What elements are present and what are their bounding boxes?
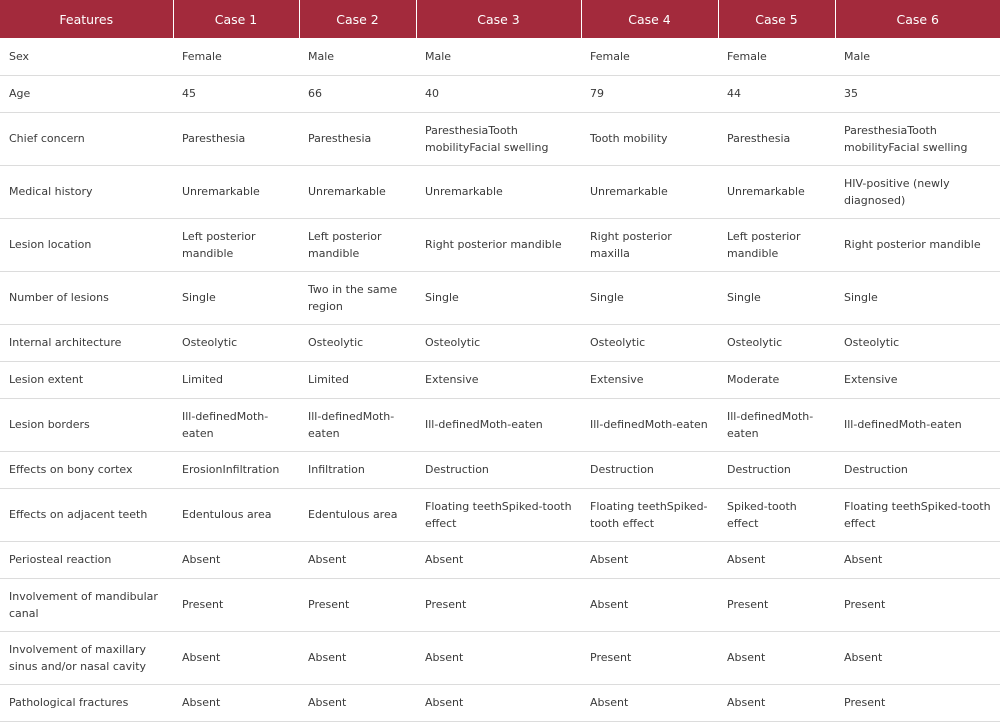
case-1-cell: Female: [173, 38, 299, 75]
case-4-cell: Absent: [581, 684, 718, 721]
case-6-cell: Right posterior mandible: [835, 218, 1000, 271]
header-case-1: Case 1: [173, 0, 299, 38]
case-2-cell: Two in the same region: [299, 271, 416, 324]
case-2-cell: Osteolytic: [299, 324, 416, 361]
header-row: [0, 0, 1000, 38]
case-6-cell: Absent: [835, 631, 1000, 684]
feature-label-cell: Effects on bony cortex: [0, 451, 173, 488]
case-3-cell: Extensive: [416, 361, 581, 398]
case-6-cell: Extensive: [835, 361, 1000, 398]
case-5-cell: Left posterior mandible: [718, 218, 835, 271]
case-5-cell: 44: [718, 75, 835, 112]
case-5-cell: Destruction: [718, 451, 835, 488]
case-1-cell: 45: [173, 75, 299, 112]
case-6-cell: HIV-positive (newly diagnosed): [835, 165, 1000, 218]
case-2-cell: Ill-definedMoth-eaten: [299, 398, 416, 451]
case-2-cell: Paresthesia: [299, 112, 416, 165]
case-5-cell: Moderate: [718, 361, 835, 398]
case-5-cell: Absent: [718, 684, 835, 721]
case-5-cell: Paresthesia: [718, 112, 835, 165]
case-2-cell: Absent: [299, 684, 416, 721]
case-4-cell: Osteolytic: [581, 324, 718, 361]
case-3-cell: Male: [416, 38, 581, 75]
table-row: [0, 361, 1000, 398]
case-3-cell: 40: [416, 75, 581, 112]
case-2-cell: Absent: [299, 631, 416, 684]
case-3-cell: Ill-definedMoth-eaten: [416, 398, 581, 451]
case-3-cell: Absent: [416, 541, 581, 578]
case-4-cell: 79: [581, 75, 718, 112]
case-6-cell: 35: [835, 75, 1000, 112]
header-case-5: Case 5: [718, 0, 835, 38]
case-5-cell: Female: [718, 38, 835, 75]
case-4-cell: Unremarkable: [581, 165, 718, 218]
case-3-cell: Right posterior mandible: [416, 218, 581, 271]
feature-label-cell: Involvement of mandibular canal: [0, 578, 173, 631]
case-5-cell: Absent: [718, 541, 835, 578]
table-row: [0, 38, 1000, 75]
case-4-cell: Absent: [581, 578, 718, 631]
case-4-cell: Absent: [581, 541, 718, 578]
case-6-cell: Male: [835, 38, 1000, 75]
feature-label-cell: Lesion borders: [0, 398, 173, 451]
case-5-cell: Absent: [718, 631, 835, 684]
table-row: [0, 324, 1000, 361]
case-2-cell: Edentulous area: [299, 488, 416, 541]
case-2-cell: Limited: [299, 361, 416, 398]
feature-label-cell: Pathological fractures: [0, 684, 173, 721]
case-1-cell: Left posterior mandible: [173, 218, 299, 271]
case-3-cell: Unremarkable: [416, 165, 581, 218]
case-1-cell: ErosionInfiltration: [173, 451, 299, 488]
case-4-cell: Present: [581, 631, 718, 684]
case-1-cell: Ill-definedMoth-eaten: [173, 398, 299, 451]
case-1-cell: Unremarkable: [173, 165, 299, 218]
table-row: [0, 631, 1000, 684]
feature-label-cell: Chief concern: [0, 112, 173, 165]
case-6-cell: ParesthesiaTooth mobilityFacial swelling: [835, 112, 1000, 165]
case-1-cell: Single: [173, 271, 299, 324]
feature-label-cell: Involvement of maxillary sinus and/or nasal cavity: [0, 631, 173, 684]
case-4-cell: Tooth mobility: [581, 112, 718, 165]
header-case-3: Case 3: [416, 0, 581, 38]
case-3-cell: Osteolytic: [416, 324, 581, 361]
feature-label-cell: Lesion extent: [0, 361, 173, 398]
table-row: [0, 398, 1000, 451]
case-4-cell: Destruction: [581, 451, 718, 488]
case-1-cell: Absent: [173, 541, 299, 578]
case-5-cell: Ill-definedMoth-eaten: [718, 398, 835, 451]
case-1-cell: Absent: [173, 631, 299, 684]
table-header: [0, 0, 1000, 38]
case-2-cell: Absent: [299, 541, 416, 578]
table-row: [0, 684, 1000, 721]
case-5-cell: Present: [718, 578, 835, 631]
case-4-cell: Extensive: [581, 361, 718, 398]
case-1-cell: Present: [173, 578, 299, 631]
feature-label-cell: Lesion location: [0, 218, 173, 271]
case-6-cell: Osteolytic: [835, 324, 1000, 361]
feature-label-cell: Internal architecture: [0, 324, 173, 361]
case-6-cell: Absent: [835, 541, 1000, 578]
case-5-cell: Unremarkable: [718, 165, 835, 218]
case-2-cell: Infiltration: [299, 451, 416, 488]
case-6-cell: Present: [835, 578, 1000, 631]
table-row: [0, 578, 1000, 631]
case-6-cell: Present: [835, 684, 1000, 721]
case-4-cell: Female: [581, 38, 718, 75]
table-body: [0, 38, 1000, 721]
case-5-cell: Single: [718, 271, 835, 324]
feature-label-cell: Periosteal reaction: [0, 541, 173, 578]
table-row: [0, 165, 1000, 218]
header-features: Features: [0, 0, 173, 38]
header-case-2: Case 2: [299, 0, 416, 38]
table-row: [0, 271, 1000, 324]
table-row: [0, 541, 1000, 578]
case-3-cell: ParesthesiaTooth mobilityFacial swelling: [416, 112, 581, 165]
feature-label-cell: Sex: [0, 38, 173, 75]
case-3-cell: Destruction: [416, 451, 581, 488]
case-3-cell: Floating teethSpiked-tooth effect: [416, 488, 581, 541]
case-5-cell: Spiked-tooth effect: [718, 488, 835, 541]
case-2-cell: Unremarkable: [299, 165, 416, 218]
case-1-cell: Osteolytic: [173, 324, 299, 361]
case-3-cell: Single: [416, 271, 581, 324]
case-4-cell: Right posterior maxilla: [581, 218, 718, 271]
case-4-cell: Ill-definedMoth-eaten: [581, 398, 718, 451]
feature-label-cell: Effects on adjacent teeth: [0, 488, 173, 541]
case-1-cell: Limited: [173, 361, 299, 398]
case-3-cell: Absent: [416, 631, 581, 684]
case-2-cell: Left posterior mandible: [299, 218, 416, 271]
table-row: [0, 75, 1000, 112]
case-3-cell: Present: [416, 578, 581, 631]
case-6-cell: Single: [835, 271, 1000, 324]
feature-label-cell: Medical history: [0, 165, 173, 218]
feature-label-cell: Number of lesions: [0, 271, 173, 324]
case-1-cell: Paresthesia: [173, 112, 299, 165]
case-2-cell: 66: [299, 75, 416, 112]
case-6-cell: Destruction: [835, 451, 1000, 488]
table-row: [0, 218, 1000, 271]
case-2-cell: Present: [299, 578, 416, 631]
case-6-cell: Floating teethSpiked-tooth effect: [835, 488, 1000, 541]
case-1-cell: Edentulous area: [173, 488, 299, 541]
feature-label-cell: Age: [0, 75, 173, 112]
case-3-cell: Absent: [416, 684, 581, 721]
case-2-cell: Male: [299, 38, 416, 75]
table-row: [0, 488, 1000, 541]
table-row: [0, 112, 1000, 165]
case-1-cell: Absent: [173, 684, 299, 721]
case-4-cell: Single: [581, 271, 718, 324]
case-4-cell: Floating teethSpiked-tooth effect: [581, 488, 718, 541]
case-5-cell: Osteolytic: [718, 324, 835, 361]
case-6-cell: Ill-definedMoth-eaten: [835, 398, 1000, 451]
header-case-6: Case 6: [835, 0, 1000, 38]
header-case-4: Case 4: [581, 0, 718, 38]
table-row: [0, 451, 1000, 488]
